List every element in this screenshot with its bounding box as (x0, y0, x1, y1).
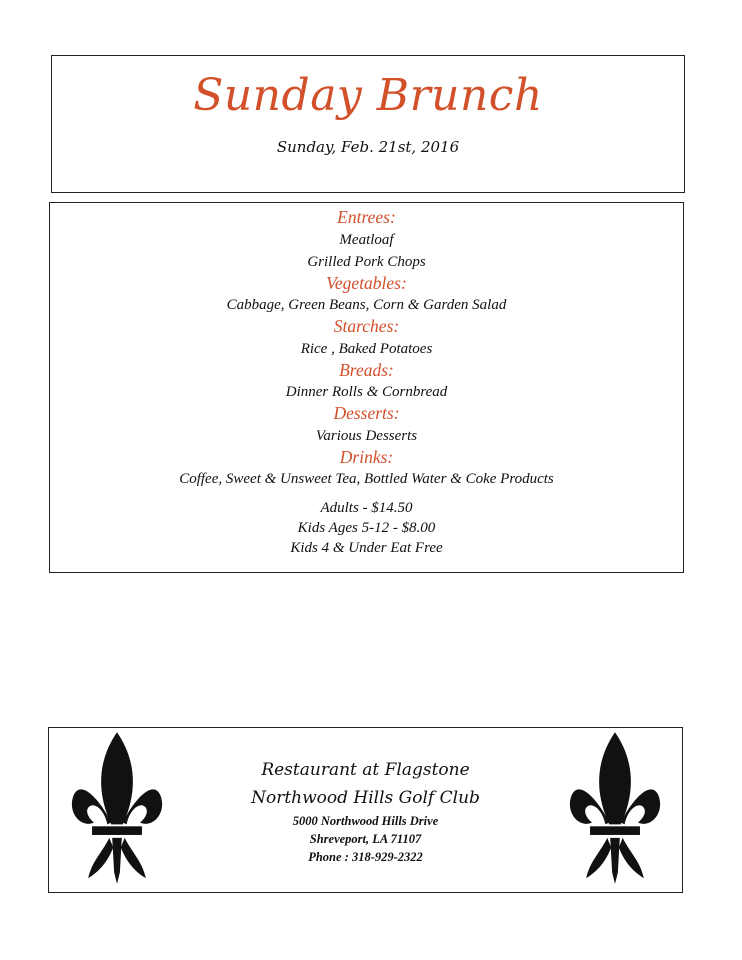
footer-box (48, 727, 683, 893)
price-kids: Kids Ages 5-12 - $8.00 (297, 520, 436, 536)
address-line-2: Shreveport, LA 71107 (309, 832, 422, 846)
menu-list (50, 207, 683, 558)
price-adults: Adults - $14.50 (320, 500, 413, 516)
price-under-4: Kids 4 & Under Eat Free (290, 540, 443, 556)
fleur-de-lis-icon (567, 728, 663, 892)
price-list (50, 498, 683, 558)
category-breads: Breads: (339, 359, 394, 380)
page-title: Sunday Brunch (193, 70, 543, 121)
header-box (51, 55, 685, 193)
menu-item: Cabbage, Green Beans, Corn & Garden Salad (226, 297, 507, 313)
menu-item: Meatloaf (339, 231, 394, 248)
category-desserts: Desserts: (333, 403, 400, 423)
menu-box (49, 202, 684, 573)
event-date: Sunday, Feb. 21st, 2016 (276, 138, 460, 156)
category-drinks: Drinks: (339, 446, 394, 467)
address-line-1: 5000 Northwood Hills Drive (292, 814, 439, 828)
phone-number: Phone : 318-929-2322 (308, 850, 423, 864)
category-entrees: Entrees: (337, 207, 396, 227)
menu-item: Grilled Pork Chops (307, 253, 426, 270)
menu-item: Coffee, Sweet & Unsweet Tea, Bottled Water & Coke Products (179, 471, 554, 487)
menu-item: Rice , Baked Potatoes (300, 340, 433, 357)
restaurant-name: Restaurant at Flagstone (261, 760, 470, 780)
category-vegetables: Vegetables: (326, 272, 407, 293)
menu-item: Various Desserts (315, 427, 418, 444)
category-starches: Starches: (333, 316, 400, 336)
menu-item: Dinner Rolls & Cornbread (285, 384, 448, 400)
club-name: Northwood Hills Golf Club (251, 788, 480, 808)
